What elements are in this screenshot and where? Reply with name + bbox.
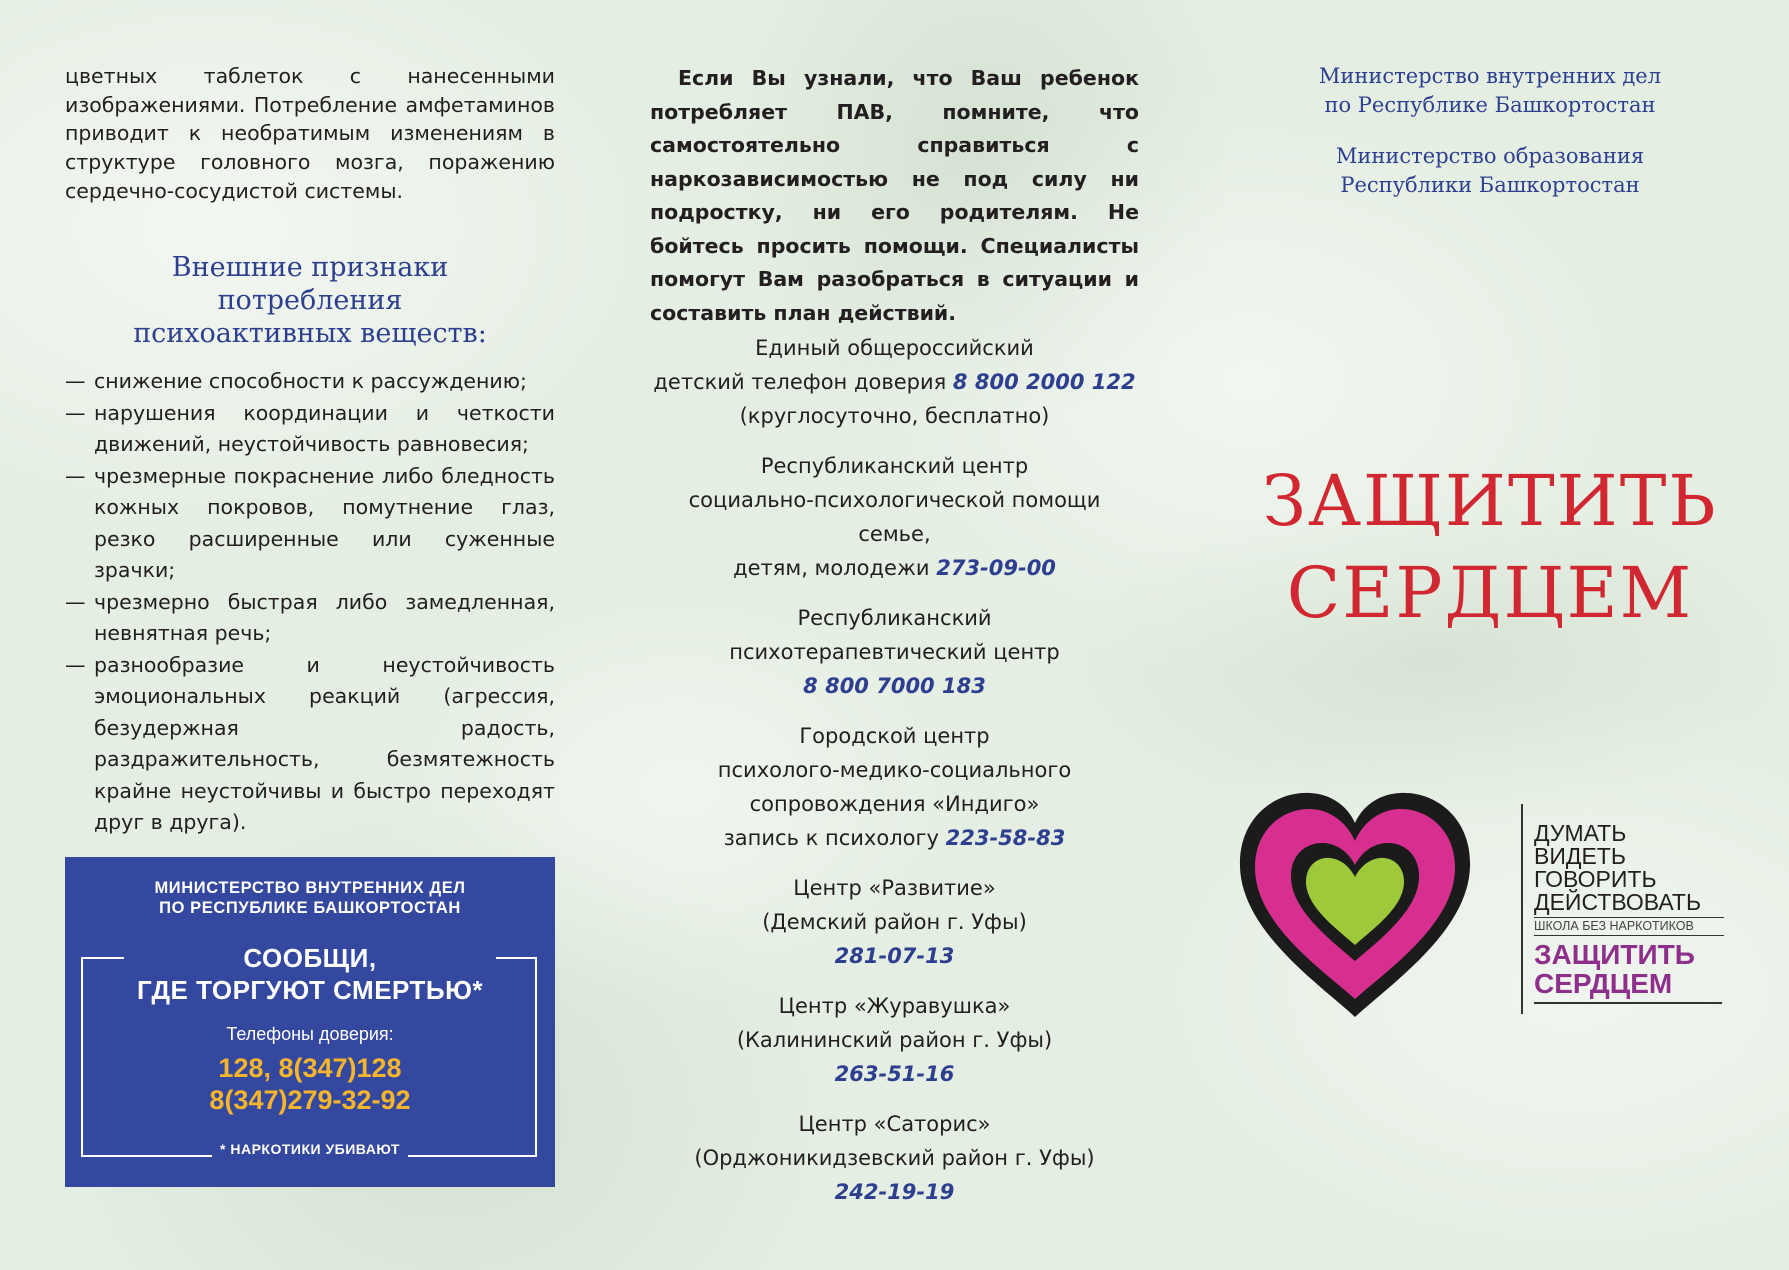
- phone-number: 8 800 7000 183: [803, 674, 986, 698]
- phone-number: 263-51-16: [834, 1062, 955, 1086]
- contact-line: (круглосуточно, бесплатно): [739, 404, 1050, 428]
- phone-number: 223-58-83: [945, 826, 1066, 850]
- list-item-text: нарушения координации и четкости движений, неустойчивость равновесия;: [94, 400, 555, 456]
- slogan-verb: ВИДЕТЬ: [1534, 843, 1626, 869]
- dash-bullet: —: [65, 369, 86, 393]
- contact-line: запись к психологу: [723, 826, 946, 850]
- contact-line: (Демский район г. Уфы): [762, 910, 1027, 934]
- contact-line: сопровождения «Индиго»: [749, 792, 1040, 816]
- contact-hotline: [650, 331, 1139, 433]
- report-footnote: * НАРКОТИКИ УБИВАЮТ: [212, 1141, 408, 1157]
- list-item: [65, 461, 555, 587]
- contact-line: Республиканский: [797, 606, 992, 630]
- school-label: ШКОЛА БЕЗ НАРКОТИКОВ: [1534, 917, 1724, 936]
- logo-divider: [1521, 804, 1523, 1014]
- contact-line: (Орджоникидзевский район г. Уфы): [694, 1146, 1095, 1170]
- contact-zhuravushka: [650, 989, 1139, 1091]
- list-item-text: снижение способности к рассуждению;: [94, 369, 527, 393]
- headline-line: СООБЩИ,: [243, 943, 377, 973]
- contact-line: Республиканский центр: [760, 454, 1029, 478]
- brand-underline: [1534, 1002, 1722, 1004]
- ministry-internal-affairs: [1255, 62, 1725, 120]
- contact-line: Центр «Саторис»: [798, 1112, 991, 1136]
- title-line: ЗАЩИТИТЬ: [1262, 460, 1718, 542]
- brand-line: ЗАЩИТИТЬ: [1534, 939, 1695, 970]
- contact-indigo: [650, 719, 1139, 855]
- ministry-education: [1255, 142, 1725, 200]
- ministry-line: МИНИСТЕРСТВО ВНУТРЕННИХ ДЕЛ: [154, 879, 466, 897]
- list-item: [65, 366, 555, 398]
- ministry-line: Министерство образования: [1335, 144, 1645, 168]
- contact-razvitie: [650, 871, 1139, 973]
- signs-heading-line: Внешние признаки: [171, 252, 449, 283]
- list-item: [65, 587, 555, 650]
- brochure-title: [1255, 455, 1725, 639]
- amphetamine-text: цветных таблеток с нанесенными изображениями. Потребление амфетаминов приводит к необратимым изменениям в структуре головного мозга, поражению сердечно-сосудистой системы.: [65, 64, 555, 203]
- hotline-phones: [65, 1052, 555, 1116]
- signs-heading-line: психоактивных веществ:: [133, 318, 487, 349]
- phones-label: Телефоны доверия:: [226, 1024, 394, 1044]
- signs-heading: [65, 251, 555, 350]
- logo-brand: [1534, 940, 1724, 998]
- brand-line: СЕРДЦЕМ: [1534, 968, 1673, 999]
- ministry-line: по Республике Башкортостан: [1324, 93, 1656, 117]
- contact-line: социально-психологической помощи семье,: [688, 488, 1101, 546]
- contact-psychotherapy-center: [650, 601, 1139, 703]
- phone-number: 8 800 2000 122: [952, 370, 1136, 394]
- phone-number: 281-07-13: [834, 944, 955, 968]
- hotline-phone: 8(347)279-32-92: [209, 1085, 411, 1115]
- contact-line: Центр «Журавушка»: [778, 994, 1011, 1018]
- contacts-list: [650, 331, 1139, 1225]
- report-box-ministry: [65, 878, 555, 918]
- contact-line: психолого-медико-социального: [717, 758, 1072, 782]
- parent-advice: Если Вы узнали, что Ваш ребенок потребляет ПАВ, помните, что самостоятельно справиться с наркозависимостью не под силу ни подростку, ни его родителям. Не бойтесь просить помощи. Специалисты помогут Вам разобраться в ситуации и составить план действий.: [650, 66, 1139, 325]
- list-item: [65, 398, 555, 461]
- list-item-text: чрезмерно быстрая либо замедленная, невнятная речь;: [94, 589, 555, 645]
- hotline-phone: 128, 8(347)128: [218, 1053, 402, 1083]
- title-line: СЕРДЦЕМ: [1286, 552, 1694, 634]
- contact-line: детям, молодежи: [733, 556, 937, 580]
- dash-bullet: —: [65, 400, 86, 425]
- list-item-text: чрезмерные покраснение либо бледность кожных покровов, помутнение глаз, резко расширенные или суженные зрачки;: [94, 463, 555, 582]
- ministry-line: Республики Башкортостан: [1340, 173, 1640, 197]
- contact-line: детский телефон доверия: [653, 370, 953, 394]
- headline-line: ГДЕ ТОРГУЮТ СМЕРТЬЮ*: [136, 975, 484, 1005]
- signs-heading-line: потребления: [217, 285, 403, 316]
- contact-line: (Калининский район г. Уфы): [736, 1028, 1053, 1052]
- contact-line: Центр «Развитие»: [793, 876, 996, 900]
- contact-family-center: [650, 449, 1139, 585]
- list-item: [65, 650, 555, 839]
- logo-slogans: [1534, 822, 1724, 1004]
- contact-line: Единый общероссийский: [755, 336, 1034, 360]
- ministry-line: Министерство внутренних дел: [1318, 64, 1662, 88]
- report-box: [65, 857, 555, 1187]
- ministries: [1255, 62, 1725, 200]
- contact-satoris: [650, 1107, 1139, 1209]
- slogan-verb: ДЕЙСТВОВАТЬ: [1534, 889, 1702, 915]
- phone-number: 242-19-19: [834, 1180, 955, 1204]
- slogan-verb: ДУМАТЬ: [1534, 820, 1627, 846]
- dash-bullet: —: [65, 463, 86, 488]
- dash-bullet: —: [65, 652, 86, 677]
- signs-list: [65, 366, 555, 839]
- phone-number: 273-09-00: [936, 556, 1056, 580]
- dash-bullet: —: [65, 589, 86, 614]
- slogan-verb: ГОВОРИТЬ: [1534, 866, 1657, 892]
- ministry-line: ПО РЕСПУБЛИКЕ БАШКОРТОСТАН: [159, 899, 461, 917]
- heart-icon: [1230, 785, 1480, 1025]
- contact-line: Городской центр: [799, 724, 990, 748]
- report-headline: [124, 942, 496, 1006]
- list-item-text: разнообразие и неустойчивость эмоциональных реакций (агрессия, безудержная радость, раздражительность, безмятежность крайне неустойчивы и быстро переходят друг в друга).: [94, 652, 555, 834]
- contact-line: психотерапевтический центр: [729, 640, 1060, 664]
